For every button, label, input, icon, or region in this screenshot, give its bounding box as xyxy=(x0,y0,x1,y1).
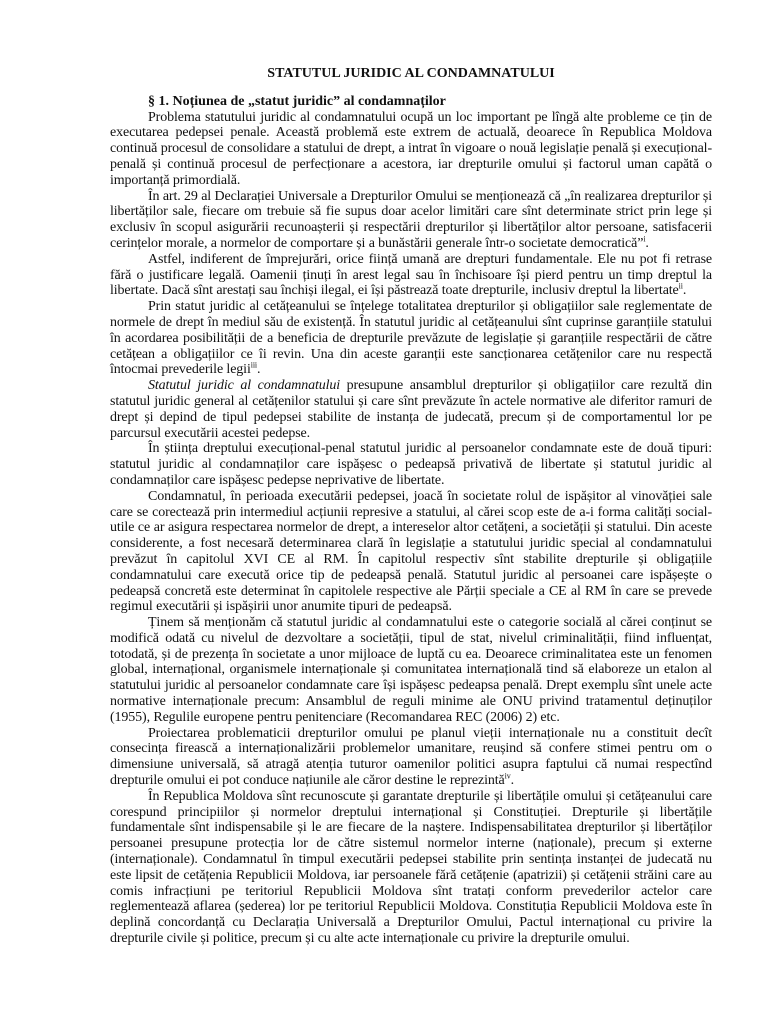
section-heading: § 1. Noțiunea de „statut juridic” al condamnaților xyxy=(148,93,446,109)
paragraph-6-text: În știința dreptului execuțional-penal statutul juridic al persoanelor condamnate este de două tipuri: statutul juridic al condamnaților care ispășesc o pedeapsă privativă de libertate și statutul juridic al condamnaților care ispășesc pedepse neprivative de libertate. xyxy=(110,441,712,488)
footnote-ref-ii[interactable]: ii xyxy=(678,281,683,291)
paragraph-2-text: În art. 29 al Declarației Universale a Drepturilor Omului se menționează că „în realizarea drepturilor și libertăților sale, fiecare om trebuie să fie supus doar acelor limitări care sînt determinate strict prin lege și exclusiv în scopul asigurării recunoașterii și respectării drepturilor și libertăților altor persoane, satisfacerii cerințelor morale, a normelor de comportare și a bunăstării generale într-o societate democratică” xyxy=(110,188,712,251)
paragraph-7 xyxy=(110,489,712,615)
paragraph-8-text: Ținem să menționăm că statutul juridic al condamnatului este o categorie socială al cărei conținut se modifică odată cu nivelul de dezvoltare a societății, tipul de stat, nivelul criminalității, fiind influențat, totodată, și de prezența în societate a unor mijloace de luptă cu ea. Deoarece criminalitatea este un fenomen global, internațional, organismele internaționale și comunitatea internațională tind să elaboreze un etalon al statutului juridic al persoanelor condamnate care își ispășesc pedeapsa penală. Drept exemplu sînt unele acte normative internaționale precum: Ansamblul de reguli minime ale ONU privind tratamentul deținuților (1955), Regulile europene pentru penitenciare (Recomandarea REC (2006) 2) etc. xyxy=(110,615,712,725)
paragraph-4 xyxy=(110,299,712,378)
paragraph-1 xyxy=(110,110,712,189)
paragraph-2 xyxy=(110,189,712,252)
paragraph-3-text: Astfel, indiferent de împrejurări, orice ființă umană are drepturi fundamentale. Ele nu pot fi retrase fără o justificare legală. Oamenii ținuți în arest legal sau în închisoare își pierd pentru un timp dreptul la libertate. Dacă sînt arestați sau închiși ilegal, ei își păstrează toate drepturile, inclusiv dreptul la libertate xyxy=(110,251,712,299)
footnote-ref-iv[interactable]: iv xyxy=(504,771,511,781)
paragraph-4-text: Prin statut juridic al cetățeanului se înțelege totalitatea drepturilor și obligațiilor sale reglementate de normele de drept în mediul său de existență. În statutul juridic al cetățeanului sînt cuprinse garanțiile statului în acordarea posibilității de a beneficia de drepturile prevăzute de legislație și garanțiile respectării de către cetățean a obligațiilor ce îi revin. Una din aceste garanții este sancționarea cetățenilor care nu respectă întocmai prevederile legii xyxy=(110,299,712,378)
paragraph-9-text: Proiectarea problematicii drepturilor omului pe planul vieții internaționale nu a constituit decît consecința firească a internaționalizării problemelor umanitare, reușind să confere stimei pentru om o dimensiune universală, să atragă atenția tuturor oamenilor politici asupra faptului că numai respectînd drepturile omului ei pot conduce națiunile ale căror destine le reprezintă xyxy=(110,725,712,789)
paragraph-8 xyxy=(110,615,712,726)
paragraph-6 xyxy=(110,441,712,488)
paragraph-9-end: . xyxy=(510,773,514,789)
paragraph-10-text: În Republica Moldova sînt recunoscute și garantate drepturile și libertățile omului și cetățeanului care corespund principiilor și normelor dreptului internațional și Constituției. Drepturile și libertățile fundamentale sînt indispensabile și le are fiecare de la naștere. Indispensabilitatea drepturilor și libertăților persoanei presupune protecția lor de către sistemul normelor interne (naționale), precum și externe (internaționale). Condamnatul în timpul executării pedepsei stabilite prin sentința instanței de judecată nu este lipsit de cetățenia Republicii Moldova, iar persoanele fără cetățenie (apatrizii) și cetățenii străini care au comis infracțiuni pe teritoriul Republicii Moldova sînt tratați conform prevederilor actelor care reglementează aflarea (șederea) lor pe teritoriul Republicii Moldova. Constituția Republicii Moldova este în deplină concordanță cu Declarația Universală a Drepturilor Omului, Pactul internațional cu privire la drepturile civile și politice, precum și cu alte acte internaționale cu privire la drepturile omului. xyxy=(110,788,712,947)
document-title: STATUTUL JURIDIC AL CONDAMNATULUI xyxy=(267,66,555,81)
paragraph-9 xyxy=(110,726,712,789)
paragraph-5-italic-term: Statutul juridic al condamnatului xyxy=(148,378,341,394)
paragraph-3-end: . xyxy=(682,283,687,299)
paragraph-4-end: . xyxy=(257,362,261,378)
paragraph-3 xyxy=(110,252,712,299)
paragraph-5-text: presupune ansamblul drepturilor și obligațiilor care rezultă din statutul juridic general al cetățenilor statului și care sînt prevăzute în actele normative ale diferitor ramuri de drept și depind de tipul pedepsei stabilite de instanța de judecată, precum și de comportamentul lor pe parcursul executării acestei pedepse. xyxy=(110,378,712,441)
footnote-ref-iii[interactable]: iii xyxy=(250,360,258,370)
paragraph-10 xyxy=(110,789,712,947)
paragraph-2-end: . xyxy=(645,235,649,251)
footnote-ref-i[interactable]: i xyxy=(643,234,646,244)
document-page xyxy=(110,66,712,947)
paragraph-7-text: Condamnatul, în perioada executării pedepsei, joacă în societate rolul de ispășitor al vinovăției sale care se corectează prin intermediul acțiunii represive a statului, al cărei scop este de a-i forma calități social-utile ce ar asigura respectarea normelor de drept, a intereselor altor cetățeni, a societății și statului. Din aceste considerente, a fost necesară determinarea clară în legislație a statutului juridic special al condamnatului prevăzut în capitolul XVI CE al RM. În capitolul respectiv sînt stabilite drepturile și obligațiile condamnatului care execută orice tip de pedeapsă penală. Statutul juridic al persoanei care ispășește o pedeapsă concretă este determinat în capitolele respective ale Părții speciale a CE al RM în care se prevede regimul executării și ispășirii unor anumite tipuri de pedeapsă. xyxy=(110,488,712,615)
paragraph-5 xyxy=(110,378,712,441)
paragraph-1-text: Problema statutului juridic al condamnatului ocupă un loc important pe lîngă alte probleme ce țin de executarea pedepsei penale. Această problemă este extrem de actuală, deoarece în Republica Moldova continuă procesul de consolidare a statului de drept, a intrat în vigoare o nouă legislație penală și execuțional- penală și continuă procesul de perfecționare a acestora, iar drepturile omului și factorul uman capătă o importanță primordială. xyxy=(110,109,712,188)
